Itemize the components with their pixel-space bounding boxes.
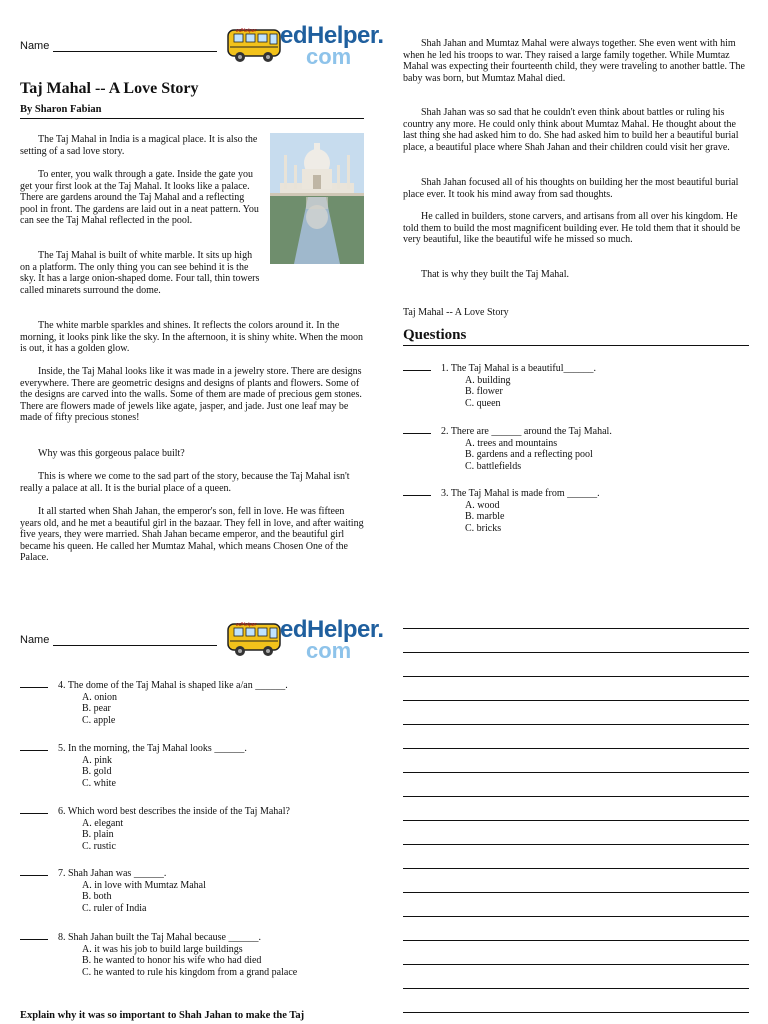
writing-line[interactable] bbox=[403, 844, 749, 845]
question-text: 3. The Taj Mahal is made from ______. bbox=[441, 488, 600, 499]
writing-line[interactable] bbox=[403, 916, 749, 917]
answer-option: B. plain bbox=[82, 829, 114, 840]
answer-option: C. rustic bbox=[82, 840, 116, 852]
story-paragraph-group bbox=[20, 169, 264, 227]
answer-blank[interactable] bbox=[20, 931, 48, 940]
story-paragraph: This is where we come to the sad part of the story, because the Taj Mahal isn't really a palace at all. It is the burial place of a queen. bbox=[20, 471, 350, 494]
answer-option: B. marble bbox=[465, 511, 505, 522]
writing-line[interactable] bbox=[403, 652, 749, 653]
question-text: 5. In the morning, the Taj Mahal looks ______. bbox=[58, 743, 247, 754]
story-paragraph: It all started when Shah Jahan, the emperor's son, fell in love. He was fifteen years old, and he met a beautiful girl in the bazaar. They fell in love, and after waiting five years, they were married. Shah Jahan became emperor, and the beautiful girl became his queen. He called her Mumtaz Mahal, which means Chosen One of the Palace. bbox=[20, 506, 364, 563]
writing-line[interactable] bbox=[403, 964, 749, 965]
question-item bbox=[20, 805, 364, 852]
question-item bbox=[20, 931, 364, 978]
answer-option: C. ruler of India bbox=[82, 902, 147, 914]
answer-option: C. he wanted to rule his kingdom from a grand palace bbox=[82, 966, 298, 978]
logo-sub-text: com bbox=[306, 44, 352, 69]
logo-main-text: edHelper. bbox=[280, 22, 384, 49]
story-paragraph-group bbox=[20, 471, 364, 494]
answer-blank[interactable] bbox=[20, 867, 48, 876]
answer-option: A. trees and mountains bbox=[465, 437, 558, 449]
logo-sub-text: com bbox=[306, 638, 352, 663]
writing-line[interactable] bbox=[403, 988, 749, 989]
answer-option: A. onion bbox=[82, 691, 117, 703]
answer-option: B. gardens and a reflecting pool bbox=[465, 449, 593, 460]
answer-option: A. it was his job to build large buildings bbox=[82, 943, 243, 955]
title-divider bbox=[20, 118, 364, 119]
story-paragraph: The Taj Mahal in India is a magical place. It is also the setting of a sad love story. bbox=[20, 134, 258, 157]
question-text: 8. Shah Jahan built the Taj Mahal because ______. bbox=[58, 932, 261, 943]
story-paragraph-group bbox=[20, 448, 364, 460]
answer-blank[interactable] bbox=[403, 425, 431, 434]
edhelper-logo bbox=[226, 616, 384, 664]
writing-line[interactable] bbox=[403, 628, 749, 629]
story-paragraph-group bbox=[20, 320, 364, 355]
answer-option: A. elegant bbox=[82, 817, 124, 829]
story-paragraph: He called in builders, stone carvers, and artisans from all over his kingdom. He told them to build the most magnificent building ever. He told them that it should be very beautiful, like the beautiful wife he missed so much. bbox=[403, 211, 741, 245]
answer-option: A. pink bbox=[82, 754, 112, 766]
answer-blank[interactable] bbox=[20, 805, 48, 814]
questions-divider bbox=[403, 345, 749, 346]
bus-label: edHelper bbox=[236, 622, 257, 628]
answer-blank[interactable] bbox=[403, 487, 431, 496]
answer-blank[interactable] bbox=[20, 742, 48, 751]
answer-option: A. building bbox=[465, 374, 511, 386]
logo-main-text: edHelper. bbox=[280, 616, 384, 643]
name-label: Name bbox=[20, 634, 50, 646]
question-item bbox=[20, 867, 364, 914]
question-item bbox=[403, 487, 749, 534]
answer-option: B. gold bbox=[82, 766, 112, 777]
answer-blank[interactable] bbox=[20, 679, 48, 688]
story-paragraph-group bbox=[20, 506, 364, 564]
question-item bbox=[20, 742, 364, 789]
question-text: 1. The Taj Mahal is a beautiful______. bbox=[441, 363, 597, 374]
question-text: 7. Shah Jahan was ______. bbox=[58, 868, 167, 879]
question-item bbox=[403, 362, 749, 409]
story-paragraph: That is why they built the Taj Mahal. bbox=[421, 269, 569, 280]
story-paragraph-group bbox=[403, 211, 749, 246]
answer-option: C. white bbox=[82, 777, 116, 789]
answer-option: C. queen bbox=[465, 397, 501, 409]
story-paragraph: Shah Jahan and Mumtaz Mahal were always together. She even went with him when he led his troops to war. They raised a large family together. While Mumtaz Mahal was expecting their fourteenth child, they were traveling to another battle. The baby was born, but Mumtaz Mahal died. bbox=[403, 38, 745, 84]
name-line[interactable] bbox=[53, 635, 217, 646]
name-field-row bbox=[20, 40, 217, 52]
taj-mahal-image bbox=[270, 133, 364, 264]
question-text: 6. Which word best describes the inside of the Taj Mahal? bbox=[58, 806, 290, 817]
answer-option: B. he wanted to honor his wife who had died bbox=[82, 955, 262, 966]
writing-line[interactable] bbox=[403, 676, 749, 677]
edhelper-logo bbox=[226, 22, 384, 70]
story-title: Taj Mahal -- A Love Story bbox=[20, 80, 199, 97]
story-paragraph-group bbox=[403, 38, 749, 84]
writing-line[interactable] bbox=[403, 868, 749, 869]
question-item bbox=[20, 679, 364, 726]
writing-line[interactable] bbox=[403, 748, 749, 749]
writing-line[interactable] bbox=[403, 796, 749, 797]
story-paragraph: Shah Jahan was so sad that he couldn't even think about battles or ruling his country any more. He could only think about Mumtaz Mahal. He thought about the last thing she had asked him to do. She had asked him to build her a beautiful burial place, a beautiful place where Shah Jahan and their children could visit her grave. bbox=[403, 107, 739, 153]
story-paragraph: Shah Jahan focused all of his thoughts on building her the most beautiful burial place ever. It took his mind away from sad thoughts. bbox=[403, 177, 739, 200]
name-label: Name bbox=[20, 40, 50, 52]
name-field-row bbox=[20, 634, 217, 646]
writing-line[interactable] bbox=[403, 820, 749, 821]
taj-mahal-photo bbox=[270, 133, 364, 264]
question-text: 4. The dome of the Taj Mahal is shaped like a/an ______. bbox=[58, 680, 288, 691]
writing-line[interactable] bbox=[403, 892, 749, 893]
bus-label: edHelper bbox=[236, 28, 257, 34]
answer-option: A. in love with Mumtaz Mahal bbox=[82, 879, 206, 891]
story-paragraph-group bbox=[20, 366, 364, 424]
story-byline: By Sharon Fabian bbox=[20, 104, 102, 115]
writing-line[interactable] bbox=[403, 724, 749, 725]
story-paragraph-group bbox=[403, 177, 749, 200]
story-paragraph: Why was this gorgeous palace built? bbox=[38, 448, 185, 459]
answer-option: B. pear bbox=[82, 703, 111, 714]
story-paragraph-group bbox=[20, 134, 264, 157]
explain-prompt: Explain why it was so important to Shah Jahan to make the Taj bbox=[20, 1010, 305, 1021]
question-item bbox=[403, 425, 749, 472]
answer-option: C. bricks bbox=[465, 522, 502, 534]
writing-line[interactable] bbox=[403, 1012, 749, 1013]
questions-heading: Questions bbox=[403, 327, 467, 343]
story-paragraph-group bbox=[20, 250, 364, 296]
story-paragraph-group bbox=[403, 269, 749, 281]
story-paragraph: Inside, the Taj Mahal looks like it was made in a jewelry store. There are designs everywhere. There are geometric designs and designs of plants and flowers. Some of the designs are carved into the walls. Some of them are made of precious gem stones. There are flowers made of jewels like agate, jasper, and jade. Just one leaf may be made of fifty precious stones! bbox=[20, 366, 362, 423]
answer-option: C. battlefields bbox=[465, 460, 522, 472]
writing-line[interactable] bbox=[403, 772, 749, 773]
questions-small-title: Taj Mahal -- A Love Story bbox=[403, 307, 509, 318]
story-paragraph: The white marble sparkles and shines. It reflects the colors around it. In the morning, it looks pink like the sky. In the afternoon, it is shiny white. When the moon is out, it has a golden glow. bbox=[20, 320, 364, 354]
answer-option: C. apple bbox=[82, 714, 116, 726]
question-text: 2. There are ______ around the Taj Mahal. bbox=[441, 426, 612, 437]
answer-option: B. both bbox=[82, 891, 112, 902]
story-paragraph: To enter, you walk through a gate. Inside the gate you get your first look at the Taj Mahal. It looks like a palace. There are gardens around the Taj Mahal and a reflecting pool in front. The gardens are laid out in a neat pattern. You can see the Taj Mahal reflected in the pool. bbox=[20, 169, 259, 226]
answer-option: B. flower bbox=[465, 386, 503, 397]
answer-option: A. wood bbox=[465, 499, 500, 511]
writing-line[interactable] bbox=[403, 940, 749, 941]
story-paragraph: The Taj Mahal is built of white marble. It sits up high on a platform. The only thing you can see behind it is the sky. It has a large onion-shaped dome. Four tall, thin towers called minarets surround the dome. bbox=[20, 250, 260, 296]
name-line[interactable] bbox=[53, 41, 217, 52]
story-paragraph-group bbox=[403, 107, 749, 153]
writing-line[interactable] bbox=[403, 700, 749, 701]
answer-blank[interactable] bbox=[403, 362, 431, 371]
